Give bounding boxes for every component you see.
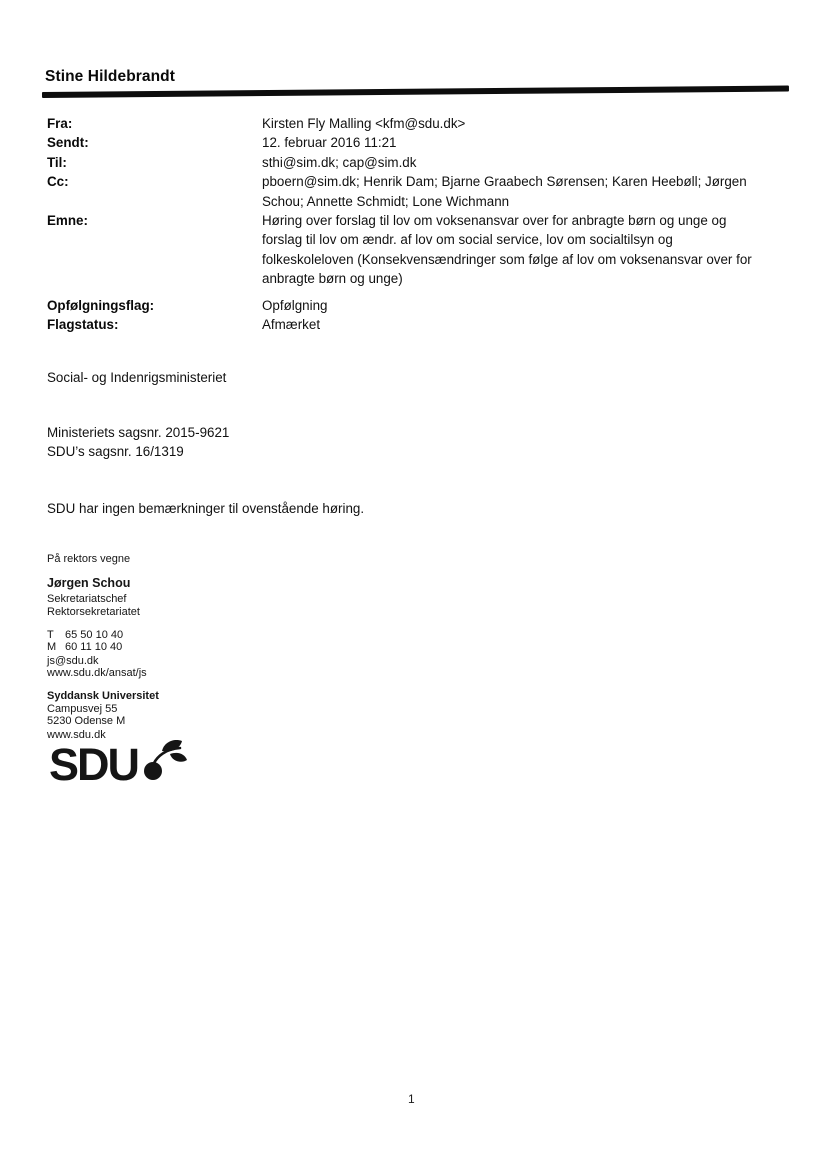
on-behalf-line: På rektors vegne — [47, 553, 131, 565]
field-value-fra — [262, 114, 465, 133]
flag-value-line: Opfølgning — [262, 298, 328, 313]
university-name: Syddansk Universitet — [47, 690, 159, 702]
mobile-number: 60 11 10 40 — [65, 641, 123, 653]
field-value-line: Schou; Annette Schmidt; Lone Wichmann — [262, 193, 510, 209]
field-value-sendt — [262, 133, 397, 152]
sdu-logo — [49, 739, 188, 790]
field-value-line: Kirsten Fly Malling <kfm@sdu.dk> — [262, 116, 466, 131]
page-title: Stine Hildebrandt — [45, 68, 176, 85]
address-street: Campusvej 55 — [47, 703, 118, 715]
address-city: 5230 Odense M — [47, 715, 126, 727]
flag-label-opfolgningsflag: Opfølgningsflag: — [47, 298, 155, 313]
university-website: www.sdu.dk — [47, 729, 106, 741]
personal-website: www.sdu.dk/ansat/js — [47, 667, 147, 679]
field-value-line: folkeskoleloven (Konsekvensændringer som følge af lov om voksenansvar over for — [262, 251, 752, 267]
field-row-cc — [47, 172, 777, 211]
field-value-line: anbragte børn og unge) — [262, 271, 403, 287]
flag-value-opfolgningsflag — [262, 296, 328, 315]
field-value-line: pboern@sim.dk; Henrik Dam; Bjarne Graabech Sørensen; Karen Heebøll; Jørgen — [262, 174, 747, 190]
field-row-sendt — [47, 133, 777, 152]
mobile-line — [47, 641, 122, 653]
flag-row-flagstatus — [47, 315, 777, 334]
field-label-til: Til: — [47, 154, 67, 170]
field-label-sendt: Sendt: — [47, 135, 89, 151]
signature-department: Rektorsekretariatet — [47, 606, 140, 618]
sdu-case-number: SDU’s sagsnr. 16/1319 — [47, 444, 184, 459]
field-row-fra — [47, 114, 777, 133]
field-value-emne — [262, 211, 752, 289]
email-address: js@sdu.dk — [47, 655, 99, 667]
signature-name: Jørgen Schou — [47, 576, 131, 590]
phone-number: 65 50 10 40 — [65, 629, 124, 641]
field-value-line: sthi@sim.dk; cap@sim.dk — [262, 154, 417, 170]
flag-value-line: Afmærket — [262, 317, 321, 333]
field-label-emne: Emne: — [47, 213, 88, 229]
field-label-cc: Cc: — [47, 174, 69, 190]
page-number: 1 — [408, 1092, 415, 1106]
recipient-org: Social- og Indenrigsministeriet — [47, 370, 227, 385]
field-row-til — [47, 153, 777, 172]
field-row-emne — [47, 211, 777, 289]
field-value-til — [262, 153, 416, 172]
email-header-fields — [47, 114, 777, 289]
field-value-line: 12. februar 2016 11:21 — [262, 135, 397, 151]
field-value-line: Høring over forslag til lov om voksenansvar over for anbragte børn og unge og — [262, 213, 727, 229]
message-text: SDU har ingen bemærkninger til ovenstående høring. — [47, 501, 365, 516]
sdu-logo-text: SDU — [49, 739, 139, 790]
flag-label-flagstatus: Flagstatus: — [47, 317, 119, 333]
ministry-case-number: Ministeriets sagsnr. 2015-9621 — [47, 425, 230, 440]
field-value-line: forslag til lov om ændr. af lov om social service, lov om socialtilsyn og — [262, 232, 673, 248]
mobile-label: M — [47, 641, 57, 653]
followup-flags — [47, 296, 777, 335]
phone-line — [47, 629, 123, 641]
signature-job-title: Sekretariatschef — [47, 593, 127, 605]
field-value-cc — [262, 172, 747, 211]
phone-label: T — [47, 629, 54, 641]
flag-row-opfolgningsflag — [47, 296, 777, 315]
olive-branch-icon — [140, 739, 188, 788]
field-label-fra: Fra: — [47, 116, 73, 131]
header-rule — [42, 85, 789, 98]
flag-value-flagstatus — [262, 315, 320, 334]
